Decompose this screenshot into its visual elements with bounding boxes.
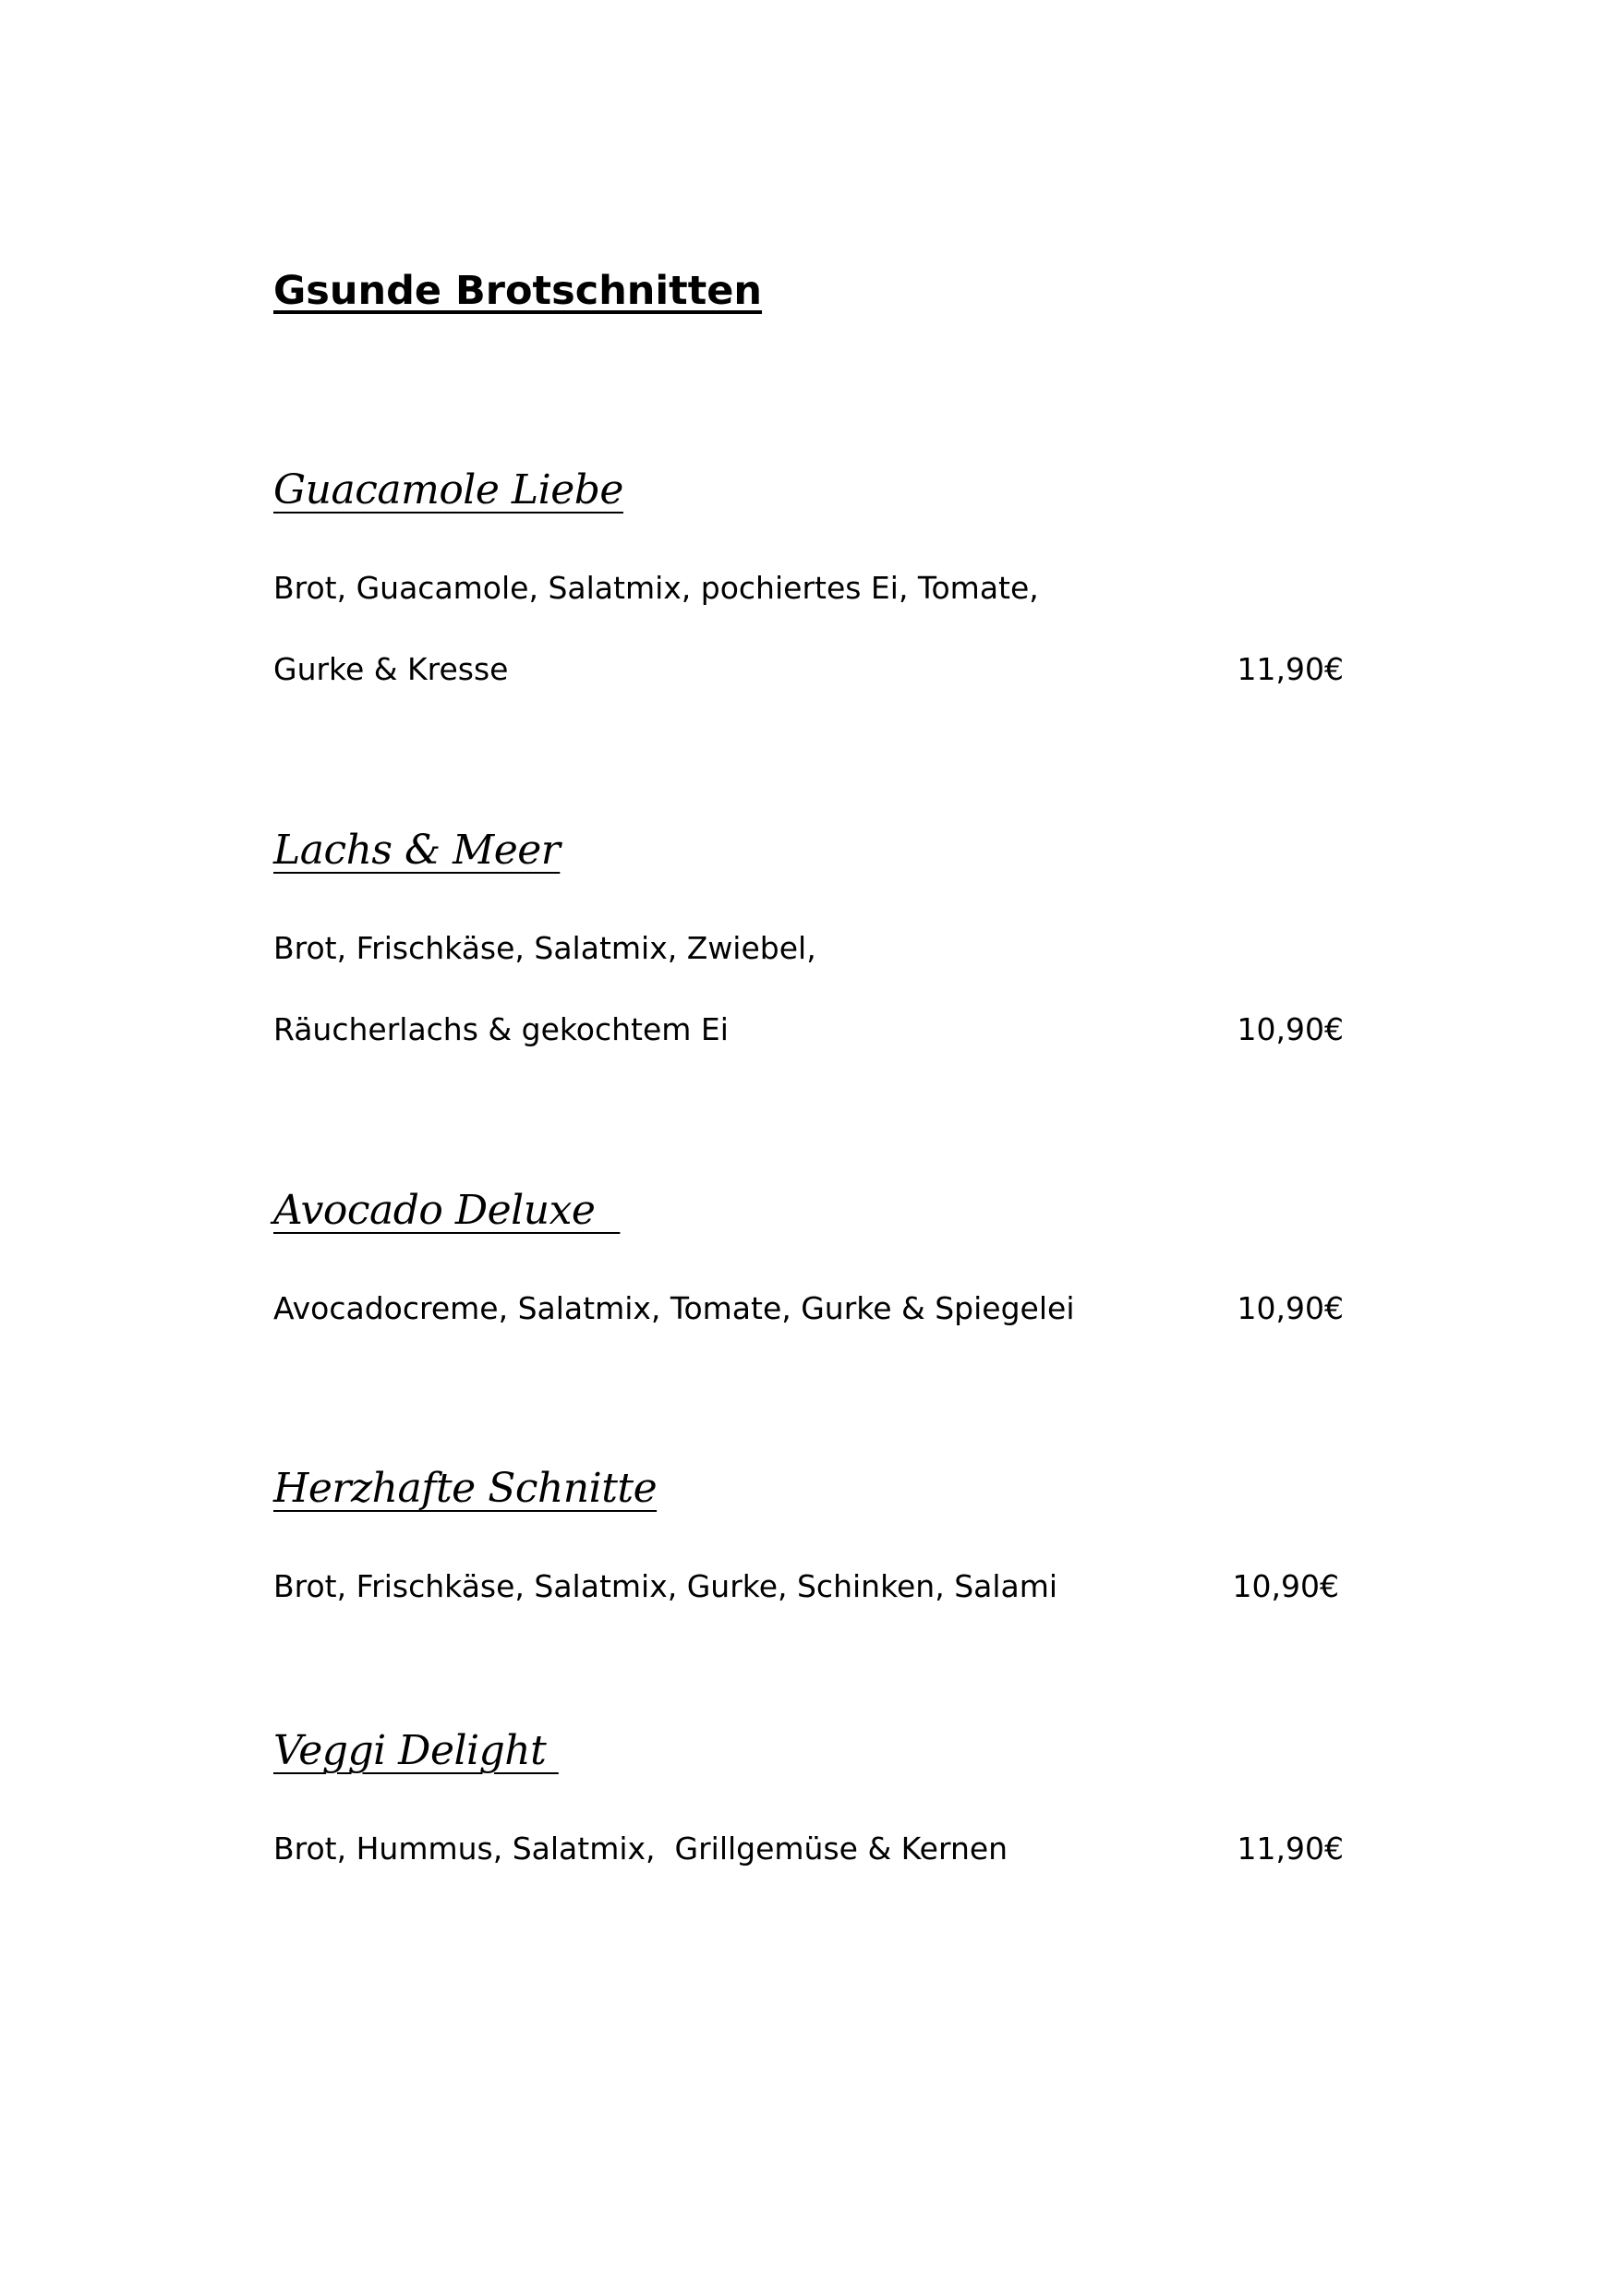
item-price: 10,90€ — [1232, 1568, 1339, 1604]
item-description-line: Brot, Frischkäse, Salatmix, Zwiebel, — [273, 930, 816, 966]
item-name-herzhafte-schnitte: Herzhafte Schnitte — [273, 1465, 658, 1512]
item-description-line: Räucherlachs & gekochtem Ei — [273, 1011, 729, 1047]
item-name-avocado-deluxe: Avocado Deluxe — [273, 1187, 621, 1234]
item-name-veggi-delight: Veggi Delight — [273, 1727, 559, 1774]
item-price: 10,90€ — [1237, 1011, 1344, 1047]
item-description-line: Avocadocreme, Salatmix, Tomate, Gurke & Spiegelei — [273, 1290, 1075, 1326]
item-description-line: Brot, Guacamole, Salatmix, pochiertes Ei, Tomate, — [273, 570, 1039, 606]
item-description-line: Gurke & Kresse — [273, 651, 509, 687]
page-title: Gsunde Brotschnitten — [273, 268, 763, 314]
item-price: 10,90€ — [1237, 1290, 1344, 1326]
item-description-line: Brot, Hummus, Salatmix, Grillgemüse & Kernen — [273, 1831, 1008, 1867]
item-name-lachs-meer: Lachs & Meer — [273, 827, 561, 874]
item-name-guacamole-liebe: Guacamole Liebe — [273, 466, 623, 514]
item-price: 11,90€ — [1237, 651, 1344, 687]
item-price: 11,90€ — [1237, 1831, 1344, 1867]
item-description-line: Brot, Frischkäse, Salatmix, Gurke, Schinken, Salami — [273, 1568, 1058, 1604]
